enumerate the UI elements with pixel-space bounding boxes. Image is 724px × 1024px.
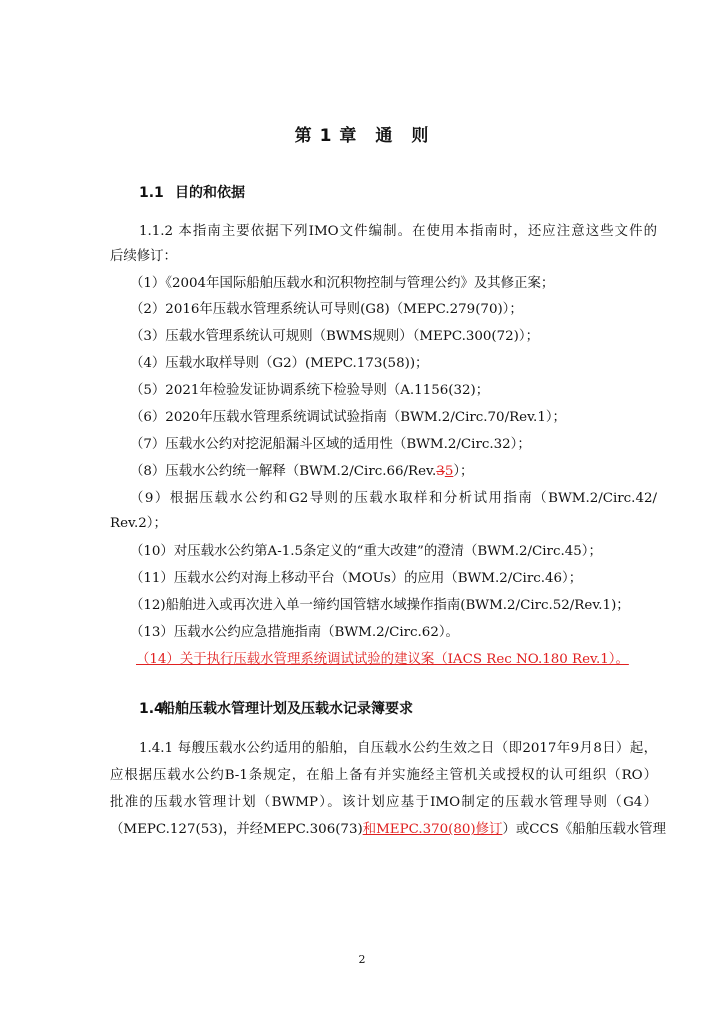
list-item: （10）对压载水公约第A-1.5条定义的“重大改建”的澄清（BWM.2/Circ.45）； (130, 544, 602, 559)
list-item: （1）《2004年国际船舶压载水和沉积物控制与管理公约》及其修正案； (130, 276, 555, 291)
chapter-title (0, 121, 724, 146)
page-number: 2 (358, 953, 366, 966)
paragraph-line: 1.1.2 本指南主要依据下列IMO文件编制。在使用本指南时，还应注意这些文件的 (139, 224, 657, 239)
list-item-text: （8）压载水公约统一解释（BWM.2/Circ.66/Rev. (130, 464, 437, 479)
list-item: （6）2020年压载水管理系统调试试验指南（BWM.2/Circ.70/Rev.1）； (130, 410, 566, 425)
list-item: （9）根据压载水公约和G2导则的压载水取样和分析试用指南（BWM.2/Circ.42/ (130, 491, 657, 506)
section-heading-1-4 (139, 698, 413, 718)
paragraph-text: ）或CCS《船舶压载水管理 (502, 822, 667, 837)
inserted-list-item: （14）关于执行压载水管理系统调试试验的建议案（IACS Rec NO.180 Rev.1）。 (136, 652, 629, 667)
section-title: 目的和依据 (175, 185, 245, 201)
paragraph-line (110, 820, 666, 840)
list-item: （4）压载水取样导则（G2）(MEPC.173(58))； (130, 356, 429, 371)
inserted-revision: 和MEPC.370(80)修订 (362, 822, 503, 837)
section-number: 1.4 (139, 701, 164, 717)
section-number: 1.1 (139, 185, 164, 201)
section-heading-1-1 (139, 182, 245, 202)
list-item: （12)船舶进入或再次进入单一缔约国管辖水域操作指南(BWM.2/Circ.52/Rev.1)； (130, 598, 630, 613)
list-item (130, 462, 473, 482)
paragraph-line: 应根据压载水公约B-1条规定，在船上备有并实施经主管机关或授权的认可组织（RO） (110, 768, 657, 783)
chapter-name: 通 则 (375, 126, 430, 146)
chapter-label: 第 1 章 (294, 126, 358, 146)
list-item-text: ）； (453, 464, 474, 479)
inserted-revision: 5 (444, 464, 454, 479)
list-item: （7）压载水公约对挖泥船漏斗区域的适用性（BWM.2/Circ.32）； (130, 437, 531, 452)
paragraph-text: （MEPC.127(53)，并经MEPC.306(73) (110, 822, 363, 837)
list-item: （5）2021年检验发证协调系统下检验导则（A.1156(32)； (130, 383, 490, 398)
list-item-continuation: Rev.2）； (110, 516, 167, 531)
section-title: 船舶压载水管理计划及压载水记录簿要求 (161, 701, 413, 717)
paragraph-line: 1.4.1 每艘压载水公约适用的船舶，自压载水公约生效之日（即2017年9月8日）起， (139, 741, 657, 756)
deleted-revision: 3 (436, 464, 445, 479)
list-item: （11）压载水公约对海上移动平台（MOUs）的应用（BWM.2/Circ.46）； (130, 571, 583, 586)
list-item: （13）压载水公约应急措施指南（BWM.2/Circ.62）。 (130, 625, 459, 640)
paragraph-line: 后续修订： (110, 249, 177, 264)
list-item: （3）压载水管理系统认可规则（BWMS规则）（MEPC.300(72)）； (130, 329, 539, 344)
paragraph-line: 批准的压载水管理计划（BWMP）。该计划应基于IMO制定的压载水管理导则（G4） (110, 795, 657, 810)
list-item: （2）2016年压载水管理系统认可导则(G8)（MEPC.279(70)）； (130, 302, 523, 317)
